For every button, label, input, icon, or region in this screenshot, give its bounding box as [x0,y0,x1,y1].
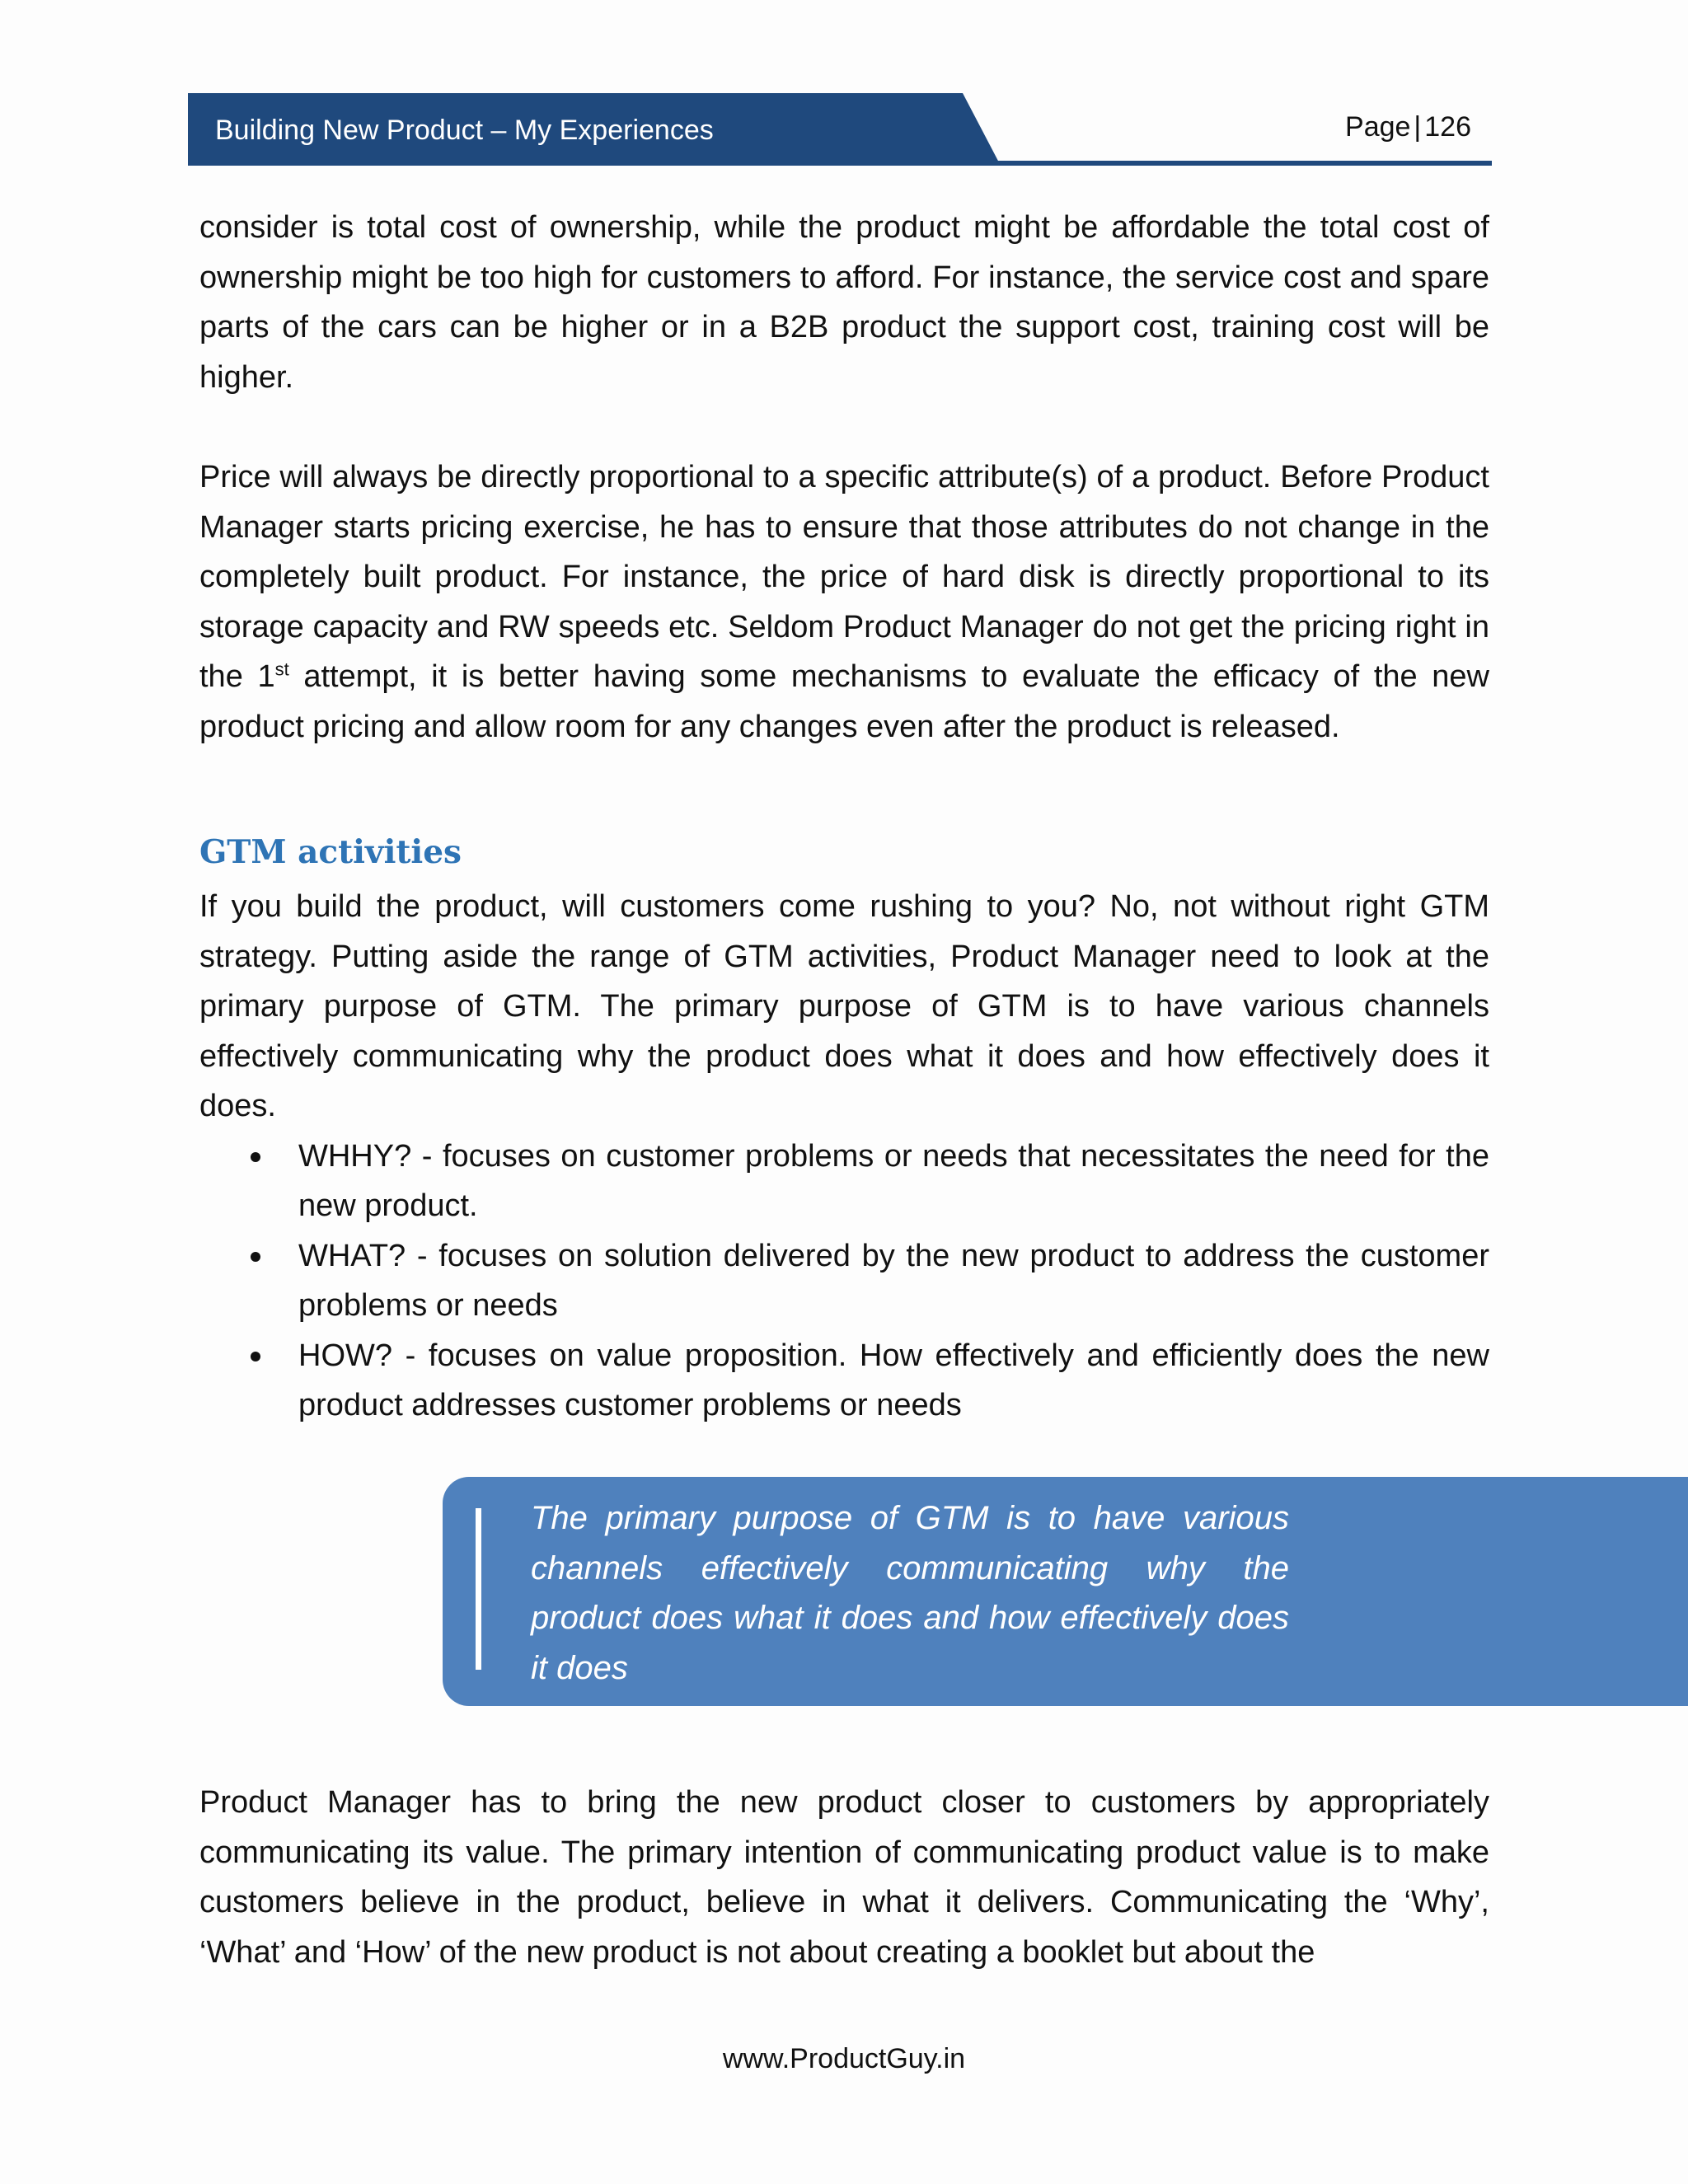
page-header [188,93,1492,167]
gtm-bullet-list [199,1132,1489,1431]
bullet-text-how: HOW? - focuses on value proposition. How effectively and efficiently does the new product addresses customer problems or needs [298,1338,1489,1422]
bullet-icon [251,1352,260,1361]
bullet-text-what: WHAT? - focuses on solution delivered by the new product to address the customer problems or needs [298,1238,1489,1323]
page-number: 126 [1424,111,1471,143]
paragraph-gtm-intro: If you build the product, will customers come rushing to you? No, not without right GTM strategy. Putting aside the range of GTM activities, Product Manager need to look at the primary purpose of GTM. The primary purpose of GTM is to have various channels effectively communicating why the product does what it does and how effectively does it does. [199,889,1489,1123]
ordinal-superscript: st [274,658,289,680]
bullet-icon [251,1152,260,1162]
header-rule [188,161,1492,166]
page-number-label [1345,111,1471,143]
pricing-text-part1: Price will always be directly proportional to a specific attribute(s) of a product. Before Product Manager starts pricing exercise, he has to ensure that those attributes do not change in the completely built product. For instance, the price of hard disk is directly proportional to its storage capacity and RW speeds etc. Seldom Product Manager do not get the pricing right in the 1 [199,460,1489,694]
section-heading-gtm: GTM activities [199,833,462,871]
header-title: Building New Product – My Experiences [215,115,714,146]
pricing-text-part2: attempt, it is better having some mechanisms to evaluate the efficacy of the new product pricing and allow room for any changes even after the product is released. [199,659,1489,744]
page-separator: | [1414,111,1422,143]
footer-url: www.ProductGuy.in [722,2043,966,2074]
paragraph-product-value: Product Manager has to bring the new product closer to customers by appropriately communicating its value. The primary intention of communicating product value is to make customers believe in the product, believe in what it delivers. Communicating the ‘Why’, ‘What’ and ‘How’ of the new product is not about creating a booklet but about the [199,1785,1489,1970]
bullet-text-why: WHHY? - focuses on customer problems or needs that necessitates the need for the new product. [298,1138,1489,1223]
quote-bar [476,1508,481,1670]
paragraph-ownership-cost: consider is total cost of ownership, while the product might be affordable the total cost of ownership might be too high for customers to afford. For instance, the service cost and spare parts of the cars can be higher or in a B2B product the support cost, training cost will be higher. [199,210,1489,395]
page-label: Page [1345,111,1411,143]
pull-quote-text: The primary purpose of GTM is to have various channels effectively communicating why the product does what it does and how effectively does it does [531,1500,1289,1686]
paragraph-pricing [199,452,1489,752]
list-item [298,1132,1489,1231]
main-content [199,203,1489,1431]
pull-quote-callout [443,1477,1688,1706]
list-item [298,1331,1489,1431]
bullet-icon [251,1252,260,1262]
main-content-continued [199,1778,1489,1977]
list-item [298,1231,1489,1331]
